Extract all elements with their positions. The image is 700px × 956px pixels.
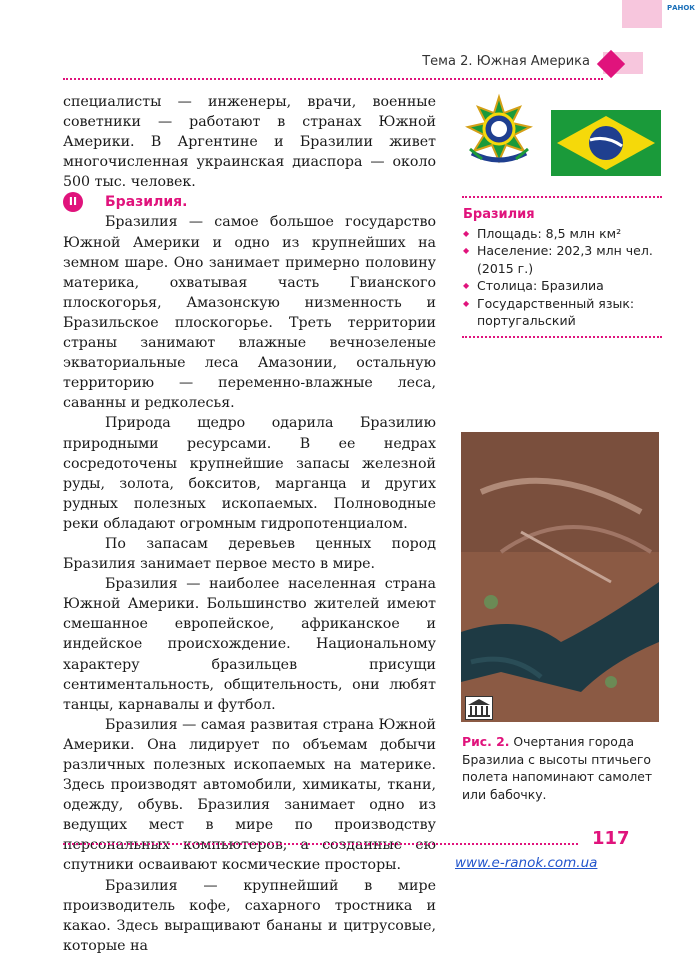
unesco-icon — [465, 696, 493, 720]
header-divider — [63, 78, 603, 80]
page-number: 117 — [592, 828, 630, 849]
info-top-divider — [462, 196, 662, 198]
paragraph: Природа щедро одарила Бразилию природными ресурсами. В ее недрах сосредоточены крупнейшие запасы железной руды, золота, бокситов, марганца и других рудных полезных ископаемых. Полноводные реки обладают огромным гидропотенциалом. — [63, 415, 436, 532]
info-item: ◆ Население: 202,3 млн чел. (2015 г.) — [463, 242, 663, 277]
paragraph: Бразилия — крупнейший в мире производитель кофе, сахарного тростника и какао. Здесь выращивают бананы и цитрусовые, которые на — [63, 877, 436, 954]
figure-caption-text: Очертания города Бразилиа с высоты птичьего полета напоминают самолет или бабочку. — [462, 734, 653, 802]
info-item: ◆ Государственный язык: португальский — [463, 295, 663, 330]
info-bottom-divider — [462, 336, 662, 338]
corner-tab — [622, 0, 662, 28]
brazil-flag-image — [551, 110, 661, 176]
coat-of-arms-image — [462, 93, 536, 173]
section-number-badge: II — [63, 192, 83, 212]
footer-divider — [63, 843, 578, 845]
info-title: Бразилия — [463, 207, 535, 222]
publisher-website-link[interactable]: www.e-ranok.com.ua — [455, 855, 598, 871]
satellite-photo — [461, 432, 659, 722]
intro-paragraph: специалисты — инженеры, врачи, военные советники — работают в странах Южной Америки. В Аргентине и Бразилии живет многочисленная украинская диаспора — около 500 тыс. человек. — [63, 94, 436, 191]
paragraph: По запасам деревьев ценных пород Бразилия занимает первое место в мире. — [63, 535, 436, 573]
paragraph: Бразилия — самое большое государство Южной Америки и одно из крупнейших на земном шаре. Оно занимает примерно половину материка, охватывая часть Гвианского плоскогорья, Амазонскую низменность и Бразильское плоскогорье. Треть территории страны занимают влажные вечнозеленые экваториальные леса Амазонии, остальную территорию — переменно-влажные леса, саванны и редколесья. — [63, 214, 436, 412]
main-text-column — [63, 92, 436, 956]
paragraph: Бразилия — самая развитая страна Южной Америки. Она лидирует по объемам добычи различных полезных ископаемых на материке. Здесь производят автомобили, химикаты, ткани, одежду, обувь. Бразилия занимает одно из ведущих мест в мире по производству персональных компьютеров, а созданные ею спутники осваивают космические просторы. — [63, 716, 436, 874]
figure-caption — [462, 733, 662, 803]
info-item: ◆ Площадь: 8,5 млн км² — [463, 225, 663, 243]
page-header-title: Тема 2. Южная Америка — [422, 54, 590, 69]
paragraph: Бразилия — наиболее населенная страна Южной Америки. Большинство жителей имеют смешанное европейское, африканское и индейское происхождение. Национальному характеру бразильцев присущи сентиментальность, общительность, они любят танцы, карнавалы и футбол. — [63, 576, 436, 713]
info-item: ◆ Столица: Бразилиа — [463, 277, 663, 295]
section-title: Бразилия. — [105, 194, 188, 211]
section-heading — [63, 192, 436, 212]
publisher-logo: РАНОК — [666, 4, 696, 12]
country-info-box — [463, 206, 663, 330]
figure-label: Рис. 2. — [462, 734, 510, 749]
